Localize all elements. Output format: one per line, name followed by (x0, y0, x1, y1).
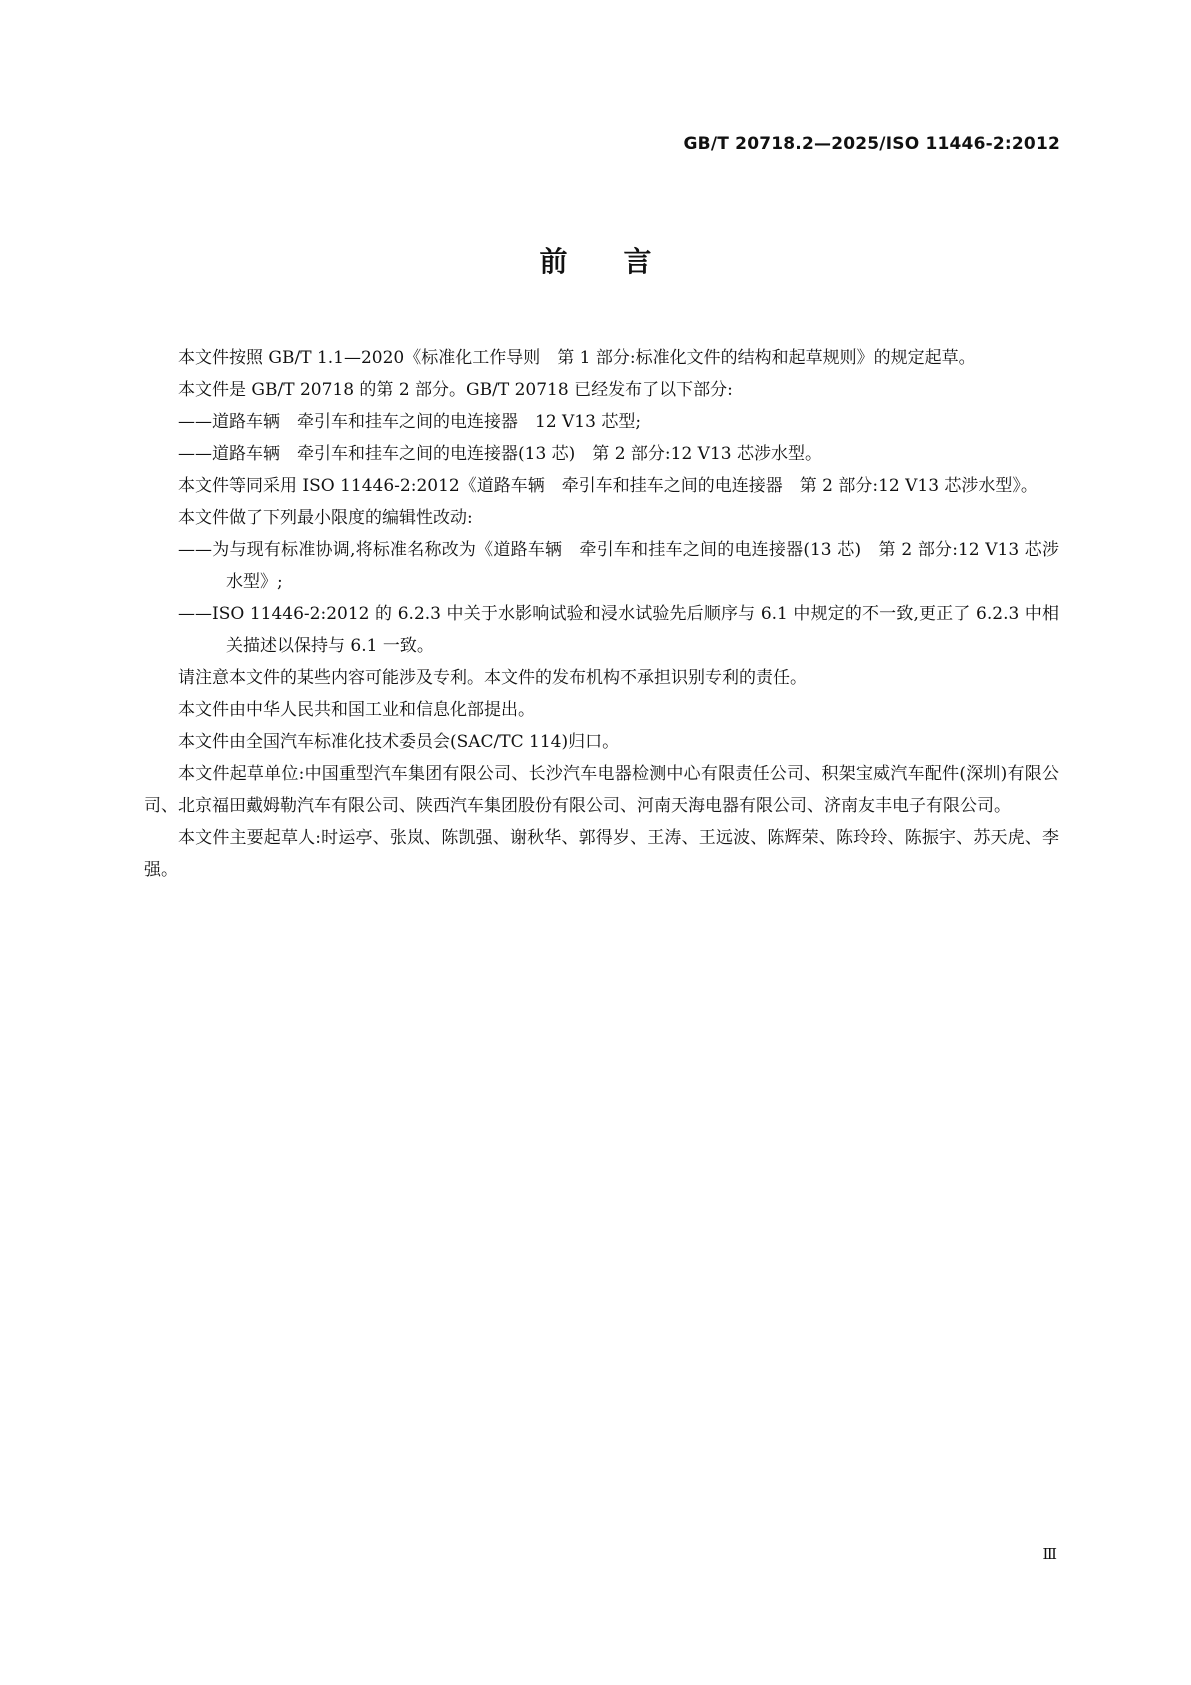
paragraph-patent-notice: 请注意本文件的某些内容可能涉及专利。本文件的发布机构不承担识别专利的责任。 (178, 668, 807, 688)
page-title: 前 言 (539, 245, 652, 278)
paragraph-iso-adoption: 本文件等同采用 ISO 11446-2:2012《道路车辆 牵引车和挂车之间的电连接器 第 2 部分:12 V13 芯涉水型》。 (178, 476, 1038, 496)
paragraph-drafters: 本文件主要起草人:时运亭、张岚、陈凯强、谢秋华、郭得岁、王涛、王远波、陈辉荣、陈玲玲、陈振宇、苏天虎、李强。 (144, 828, 1059, 880)
list-item-part-1: ——道路车辆 牵引车和挂车之间的电连接器 12 V13 芯型; (178, 412, 642, 432)
paragraph-part-info: 本文件是 GB/T 20718 的第 2 部分。GB/T 20718 已经发布了以下部分: (178, 380, 733, 400)
foreword-body (144, 342, 1059, 886)
list-item-title-change: ——为与现有标准协调,将标准名称改为《道路车辆 牵引车和挂车之间的电连接器(13 芯) 第 2 部分:12 V13 芯涉水型》; (178, 540, 1059, 592)
list-item-correction: ——ISO 11446-2:2012 的 6.2.3 中关于水影响试验和浸水试验先后顺序与 6.1 中规定的不一致,更正了 6.2.3 中相关描述以保持与 6.1 一致。 (178, 604, 1059, 656)
paragraph-proposer: 本文件由中华人民共和国工业和信息化部提出。 (178, 700, 535, 720)
paragraph-drafting-rules: 本文件按照 GB/T 1.1—2020《标准化工作导则 第 1 部分:标准化文件的结构和起草规则》的规定起草。 (178, 348, 976, 368)
paragraph-committee: 本文件由全国汽车标准化技术委员会(SAC/TC 114)归口。 (178, 732, 620, 752)
paragraph-drafting-units: 本文件起草单位:中国重型汽车集团有限公司、长沙汽车电器检测中心有限责任公司、积架宝威汽车配件(深圳)有限公司、北京福田戴姆勒汽车有限公司、陕西汽车集团股份有限公司、河南天海电器有限公司、济南友丰电子有限公司。 (144, 764, 1059, 816)
standard-code-header: GB/T 20718.2—2025/ISO 11446-2:2012 (683, 134, 1060, 154)
page-number: Ⅲ (1042, 1545, 1057, 1563)
list-item-part-2: ——道路车辆 牵引车和挂车之间的电连接器(13 芯) 第 2 部分:12 V13 芯涉水型。 (178, 444, 822, 464)
paragraph-editorial-changes: 本文件做了下列最小限度的编辑性改动: (178, 508, 473, 528)
